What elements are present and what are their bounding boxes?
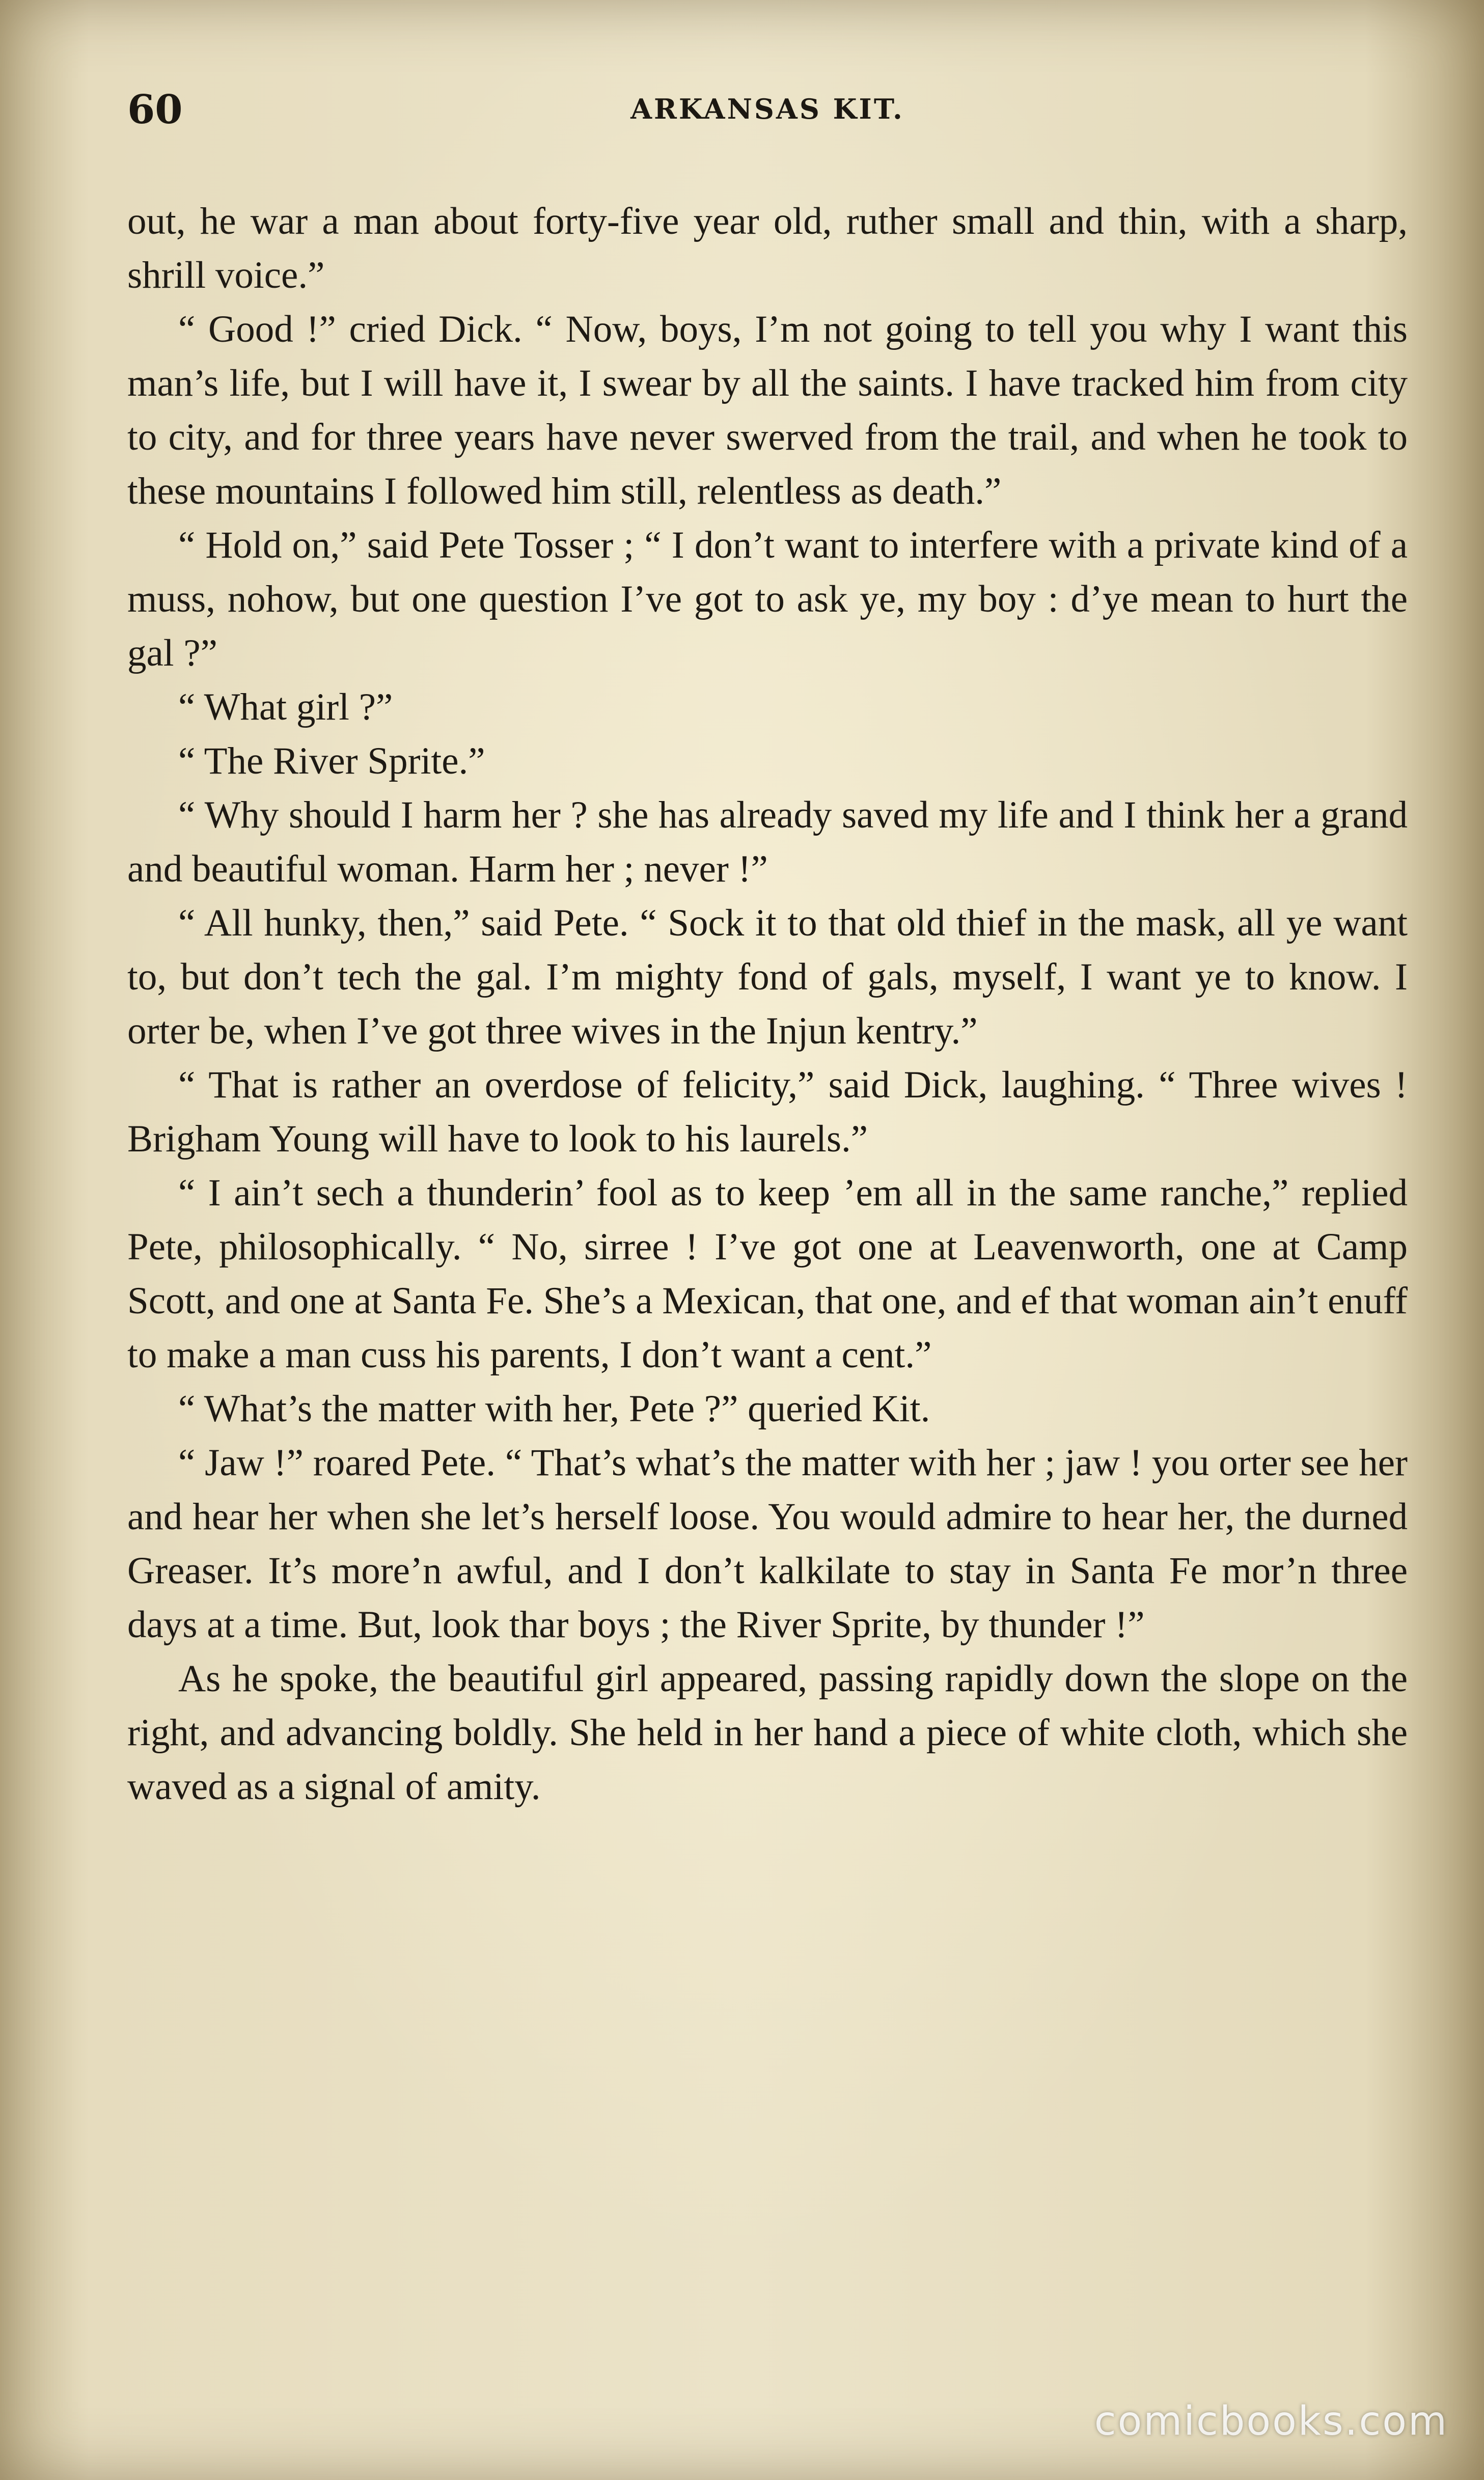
paragraph: “ What’s the matter with her, Pete ?” queried Kit. (178, 1388, 930, 1430)
paragraph: “ Hold on,” said Pete Tosser ; “ I don’t want to interfere with a private kind of a muss, nohow, but one question I’ve got to ask ye, my boy : d’ye mean to hurt the gal ?” (127, 524, 1408, 674)
page-number: 60 (127, 87, 183, 133)
paragraph: “ Good !” cried Dick. “ Now, boys, I’m not going to tell you why I want this man’s life, but I will have it, I swear by all the saints. I have tracked him from city to city, and for three years have never swerved from the trail, and when he took to these mountains I followed him still, relentless as death.” (127, 308, 1408, 512)
paragraph: “ Jaw !” roared Pete. “ That’s what’s the matter with her ; jaw ! you orter see her and hear her when she let’s herself loose. You would admire to hear her, the durned Greaser. It’s more’n awful, and I don’t kalkilate to stay in Santa Fe mor’n three days at a time. But, look thar boys ; the River Sprite, by thunder !” (127, 1442, 1408, 1646)
paragraph: “ All hunky, then,” said Pete. “ Sock it to that old thief in the mask, all ye want to, but don’t tech the gal. I’m mighty fond of gals, myself, I want ye to know. I orter be, when I’ve got three wives in the Injun kentry.” (127, 902, 1408, 1052)
paragraph: “ What girl ?” (178, 686, 393, 728)
paragraph: As he spoke, the beautiful girl appeared, passing rapidly down the slope on the right, and advancing boldly. She held in her hand a piece of white cloth, which she waved as a signal of amity. (127, 1658, 1408, 1808)
paragraph: “ That is rather an overdose of felicity,” said Dick, laughing. “ Three wives ! Brigham Young will have to look to his laurels.” (127, 1064, 1408, 1160)
page-header (127, 81, 1408, 143)
paragraph: “ Why should I harm her ? she has already saved my life and I think her a grand and beautiful woman. Harm her ; never !” (127, 794, 1408, 890)
body-text (127, 195, 1408, 1814)
paragraph: “ I ain’t sech a thunderin’ fool as to keep ’em all in the same ranche,” replied Pete, philosophically. “ No, sirree ! I’ve got one at Leavenworth, one at Camp Scott, and one at Santa Fe. She’s a Mexican, that one, and ef that woman ain’t enuff to make a man cuss his parents, I don’t want a cent.” (127, 1172, 1408, 1376)
watermark: comicbooks.com (1094, 2399, 1448, 2444)
running-title: ARKANSAS KIT. (630, 93, 904, 125)
paragraph: out, he war a man about forty-five year old, ruther small and thin, with a sharp, shrill voice.” (127, 200, 1408, 296)
paragraph: “ The River Sprite.” (178, 740, 485, 782)
